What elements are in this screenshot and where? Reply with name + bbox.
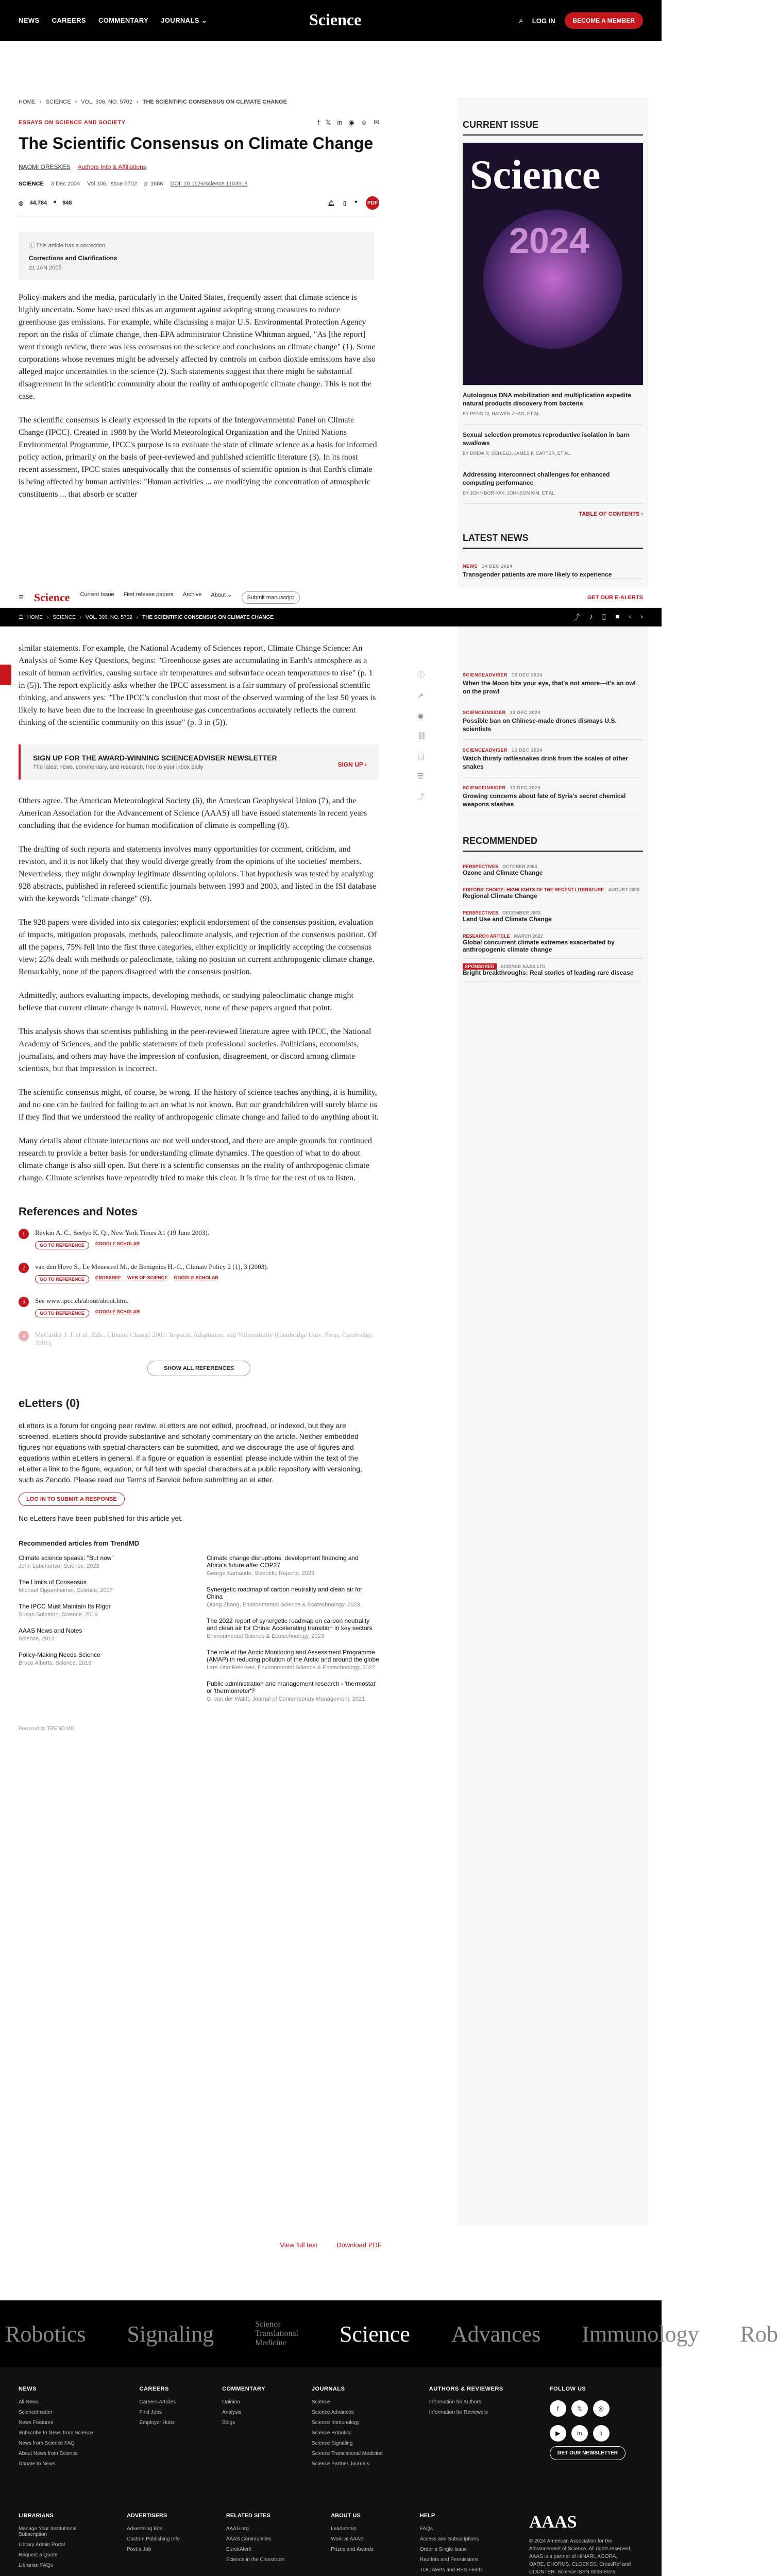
newsletter-signup [19,744,379,779]
youtube-icon[interactable]: ▶ [550,2425,566,2442]
reddit-icon[interactable]: ◉ [348,118,354,126]
bottom-links [0,2241,662,2249]
footer-link[interactable]: News Features [19,2420,54,2426]
facebook-icon[interactable]: f [317,118,319,126]
trendmd-item[interactable]: AAAS News and Notes Science, 2013 [19,1627,82,1642]
footer-link[interactable]: Science Robotics [311,2430,352,2436]
cover-title: Science [470,152,601,198]
footer-link[interactable]: Access and Subscriptions [419,2536,479,2542]
paragraph-8: This analysis shows that scientists publishing in the peer-reviewed literature agree with IPCC, the National Academy of Sciences, and the public statements of their professional societies. Politicians, economists, journalists, and others may have the impression of confusion, disagreement, or discord among climate scientists, but that impression is incorrect. [19,1027,371,1073]
link-tool-icon[interactable]: ⛓ [417,732,427,740]
sidebar-continued [463,665,643,982]
footer-link[interactable]: Careers Articles [139,2399,176,2405]
trendmd-item[interactable]: The Limits of Consensus Michael Oppenheimer, Science, 2007 [19,1579,113,1594]
linkedin-icon[interactable]: in [337,118,343,126]
email-icon[interactable]: ✉ [374,118,379,126]
views-count: 44,784 [29,200,47,206]
journal-signaling[interactable]: Signaling [127,2321,214,2347]
become-member-button[interactable]: BECOME A MEMBER [565,12,643,29]
footer-link[interactable]: AAAS.org [226,2526,249,2532]
go-to-reference[interactable]: GO TO REFERENCE [35,1241,89,1249]
footer-heading: NEWS [19,2386,37,2392]
e-alerts-link[interactable]: GET OUR E-ALERTS [587,594,643,601]
author-link[interactable]: NAOMI ORESKES [19,163,71,171]
news-item[interactable]: SCIENCEADVISER 13 DEC 2024 When the Moon hits your eye, that's not amore—it's an owl on the prowl [463,665,643,702]
ref-number: 3 [19,1297,29,1307]
article-meta [19,181,379,187]
footer-link[interactable]: Request a Quote [19,2552,58,2558]
footer-link[interactable]: Science Partner Journals [311,2461,369,2467]
pdf-button[interactable]: PDF [366,196,379,210]
cover-year: 2024 [509,221,589,261]
crumb-volume[interactable]: VOL. 306, NO. 5702 [81,99,132,105]
side-tab[interactable] [0,665,11,685]
science-logo[interactable]: Science [309,10,362,29]
footer-link[interactable]: Opinion [222,2399,240,2405]
prev-icon[interactable]: ‹ [629,612,632,620]
bell-icon-2[interactable]: ♪ [589,612,593,620]
go-to-reference[interactable]: GO TO REFERENCE [35,1275,89,1283]
paragraph-5: The drafting of such reports and statements involves many opportunities for comment, criticism, and revision, and it is not likely that they would diverge greatly from the opinions of the societies' members. Nevertheless, they might downplay legitimate dissenting opinions. That hypothesis was tested by analyzing 928 abstracts, published in refereed scientific journals between 1993 and 2003, and listed in the ISI database with the keywords "climate change" (9). [19,845,377,903]
correction-date: 21 JAN 2005 [29,265,62,271]
trendmd-item[interactable]: Policy-Making Needs Science Bruce Alberts, Science, 2013 [19,1651,100,1666]
breadcrumb: HOME › SCIENCE › VOL. 306, NO. 5702 › THE SCIENTIFIC CONSENSUS ON CLIMATE CHANGE [19,99,287,105]
cover-image[interactable] [463,143,643,385]
news-item[interactable]: NEWS 14 DEC 2024 Transgender patients are more likely to experience [463,556,643,579]
chart-tool-icon[interactable]: ↗ [417,691,424,700]
footer-link[interactable]: Library Admin Portal [19,2542,65,2548]
footer-link[interactable]: Custom Publishing Info [127,2536,180,2542]
wechat-icon[interactable]: ☺ [360,118,368,126]
journal-science[interactable]: Science [339,2321,410,2347]
recommended-heading: RECOMMENDED [463,836,643,852]
news-item[interactable]: SCIENCEINSIDER 12 DEC 2024 Growing concerns about fate of Syria's secret chemical weapons stashes [463,777,643,815]
nav-careers[interactable]: CAREERS [52,16,86,24]
sticky-logo[interactable]: Science [33,590,70,604]
newsletter-subtitle: The latest news, commentary, and research, free to your inbox daily [33,764,203,770]
google-scholar-link[interactable]: GOOGLE SCHOLAR [95,1241,140,1246]
views-icon: ◎ [19,200,24,207]
latest-news-heading: LATEST NEWS [463,533,643,549]
bookmark-icon-2[interactable]: ▯ [602,612,606,620]
trendmd-item[interactable]: Public administration and management research - 'thermostat' or 'thermometer'? G. van der Waldt, Journal of Contemporary Management, 2021 [207,1680,377,1702]
footer-link[interactable]: Advertising Kits [127,2526,162,2532]
footer-link[interactable]: Librarian FAQs [19,2563,53,2568]
bar-crumb-volume[interactable]: VOL. 306, NO. 5702 [86,614,132,620]
article-toolbar: ☰ HOME › SCIENCE › VOL. 306, NO. 5702 › THE SCIENTIFIC CONSENSUS ON CLIMATE CHANGE ⤴ ♪ ▯ ■ ‹ › [0,608,662,626]
wos-link[interactable]: WEB OF SCIENCE [127,1275,168,1280]
footer-link[interactable]: Manage Your Institutional Subscription [19,2526,77,2537]
site-footer [0,2367,662,2576]
news-item[interactable]: SCIENCEADVISER 13 DEC 2024 Watch thirsty rattlesnakes drink from the scales of other snakes [463,740,643,777]
nav-commentary[interactable]: COMMENTARY [98,16,149,24]
footer-heading: LIBRARIANS [19,2513,54,2519]
x-icon[interactable]: 𝕏 [325,118,331,126]
share-icon[interactable]: ⤴ [572,613,580,621]
aaas-logo[interactable]: AAAS [529,2513,577,2532]
footer-link[interactable]: News from Science FAQ [19,2441,75,2446]
bar-crumb-home[interactable]: HOME [27,614,43,620]
trendmd-item[interactable]: The role of the Arctic Monitoring and Assessment Programme (AMAP) in reducing pollution of the Arctic and around the globe Lars-Otto Reiersen, Environmental Science & Ecotechnology, 2022 [207,1649,379,1671]
footer-link[interactable]: FAQs [419,2526,433,2532]
footer-link[interactable]: Find Jobs [139,2410,162,2415]
ref-text: van den Hove S., Le Menestrel M., de Bettignies H.-C., Climate Policy 2 (1), 3 (2003). [35,1263,268,1270]
recommended-item[interactable]: SPONSORED SCIENCE AAAS LTD Bright breakthroughs: Real stories of leading rare disease [463,959,643,982]
login-link[interactable]: LOG IN [532,16,555,25]
issue-story[interactable]: Sexual selection promotes reproductive isolation in barn swallows BY DREW R. SCHIELD, JAMES F. CARTER, ET AL. [463,425,643,464]
eletters-text: eLetters is a forum for ongoing peer review. eLetters are not edited, proofread, or indexed, but they are screened. eLetters should provide substantive and scholarly commentary on the article. Neither embedded figures nor equations with special characters can be submitted, and we discourage the use of figures and equations within eLetters in general. If a figure or equation is essential, please include within the text of the eLetter a link to the figure, equation, or full text with special characters at a public repository with versioning, such as Zenodo. Please read our Terms of Service before submitting an eLetter. [19,1421,362,1484]
correction-box [19,232,374,280]
footer-link[interactable]: Post a Job [127,2547,151,2552]
paragraph-3: similar statements. For example, the National Academy of Sciences report, Climate Change Science: An Analysis of Some Key Questions, begins: "Greenhouse gases are accumulating in Earth's atmosphere as a result of human activities, causing surface air temperatures and subsurface ocean temperatures to rise" (p. 1 in (5)). The report explicitly asks whether the IPCC assessment is a fair summary of professional scientific thinking, and answers yes: "The IPCC's conclusion that most of the observed warming of the last 50 years is likely to have been due to the increase in greenhouse gas concentrations accurately reflects the current thinking of the scientific community on this issue" (p. 3 in (5)). [19,644,376,727]
trendmd-item[interactable]: Synergetic roadmap of carbon neutrality and clean air for China Qiang Zhang, Environmental Science & Ecotechnology, 2023 [207,1586,363,1608]
next-icon[interactable]: › [640,612,643,620]
recommended-item[interactable]: EDITORS' CHOICE: HIGHLIGHTS OF THE RECENT LITERATURE AUGUST 2003 Regional Climate Change [463,882,643,905]
crossref-link[interactable]: CROSSREF [95,1275,121,1280]
eletters-none: No eLetters have been published for this article yet. [19,1514,183,1522]
pdf-icon[interactable]: ■ [615,612,620,620]
trendmd-item[interactable]: The IPCC Must Maintain Its Rigor Susan Solomon, Science, 2019 [19,1603,111,1618]
view-full-text-link[interactable]: View full text [280,2241,318,2249]
footer-link[interactable]: Science Translational Medicine [311,2451,383,2456]
search-icon[interactable]: ⌕ [519,16,523,24]
paragraph-6: The 928 papers were divided into six categories: explicit endorsement of the consensus position, evaluation of impacts, mitigation proposals, methods, paleoclimate analysis, and rejection of the consensus position. Of all the papers, 75% fell into the first three categories, either explicitly or implicitly accepting the consensus view; 25% dealt with methods or paleoclimate, taking no position on current anthropogenic climate change. Remarkably, none of the papers disagreed with the consensus position. [19,918,377,976]
instagram-icon[interactable]: ◎ [593,2400,610,2417]
sidebar [463,120,643,579]
footer-link[interactable]: ScienceInsider [19,2410,53,2415]
news-item[interactable]: SCIENCEINSIDER 13 DEC 2024 Possible ban on Chinese-made drones dismays U.S. scientists [463,702,643,740]
citations-count: 948 [62,200,72,206]
recommended-item[interactable]: RESEARCH ARTICLE MARCH 2022 Global concurrent climate extremes exacerbated by anthropogenic climate change [463,928,643,959]
ref-text: Revkin A. C., Seelye K. Q., New York Times A1 (19 June 2003). [35,1229,210,1236]
pub-date: 3 Dec 2004 [50,181,80,187]
footer-link[interactable]: Science Immunology [311,2420,360,2426]
eletters-section [19,1397,379,1524]
info-tool-icon[interactable]: ⓘ [417,671,425,679]
footer-link[interactable]: Employer Hubs [139,2420,175,2426]
footer-heading: ABOUT US [331,2513,361,2519]
journal-immunology[interactable]: Immunology [582,2321,699,2347]
reference-item [19,1263,379,1283]
footer-link[interactable]: All News [19,2399,39,2405]
footer-link[interactable]: Reprints and Permissions [419,2557,479,2563]
ref-text: See www.ipcc.ch/about/about.htm. [35,1297,129,1304]
menu-icon[interactable]: ☰ [19,595,24,601]
article-continued [19,631,379,1732]
footer-link[interactable]: Work at AAAS [331,2536,364,2542]
page-title: The Scientific Consensus on Climate Change [19,134,374,152]
login-to-respond-button[interactable]: LOG IN TO SUBMIT A RESPONSE [19,1493,125,1506]
doi-link[interactable]: DOI: 10.1126/science.1103618 [170,181,248,187]
footer-link[interactable]: AAAS Communities [226,2536,272,2542]
article-stats [19,196,379,216]
ref-number: 2 [19,1263,29,1273]
doc-tool-icon[interactable]: ▤ [417,752,425,760]
newsletter-signup-button[interactable]: SIGN UP › [337,761,367,768]
main-nav [19,16,207,25]
paragraph-2: The scientific consensus is clearly expressed in the reports of the Intergovernmental Panel on Climate Change (IPCC). Created in 1988 by the World Meteorological Organization and the United Nations Environmental Programme, IPCC's purpose is to evaluate the state of climate science as a basis for informed policy action, primarily on the basis of peer-reviewed and published scientific literature (3). In its most recent assessment, IPCC states unequivocally that the consensus of scientific opinion is that Earth's climate is being affected by human activities: "Human activities ... are modifying the concentration of atmospheric constituents ... that absorb or scatter [19,416,377,499]
paragraph-4: Others agree. The American Meteorological Society (6), the American Geophysical Union (7), and the American Association for the Advancement of Science (AAAS) all have issued statements in recent years concluding that the evidence for human modification of climate is compelling (8). [19,796,367,830]
footer-heading: RELATED SITES [226,2513,270,2519]
vertical-tools [417,670,427,802]
ref-number: 4 [19,1331,29,1341]
trendmd-item[interactable]: Climate science speaks: "But now" John Lubchenco, Science, 2023 [19,1554,114,1569]
trendmd-powered[interactable]: Powered by TREND MD [19,1726,75,1732]
x-icon[interactable]: 𝕏 [571,2400,588,2417]
footer-link[interactable]: TOC Alerts and RSS Feeds [419,2567,483,2573]
paragraph-10: Many details about climate interactions are not well understood, and there are ample grounds for continued research to provide a better basis for understanding climate dynamics. The question of what to do about climate change is also still open. But there is a scientific consensus on the reality of anthropogenic climate change. Climate scientists have repeatedly tried to make this clear. It is time for the rest of us to listen. [19,1137,372,1182]
footer-link[interactable]: Information for Reviewers [429,2410,488,2415]
ref-number: 1 [19,1229,29,1239]
sticky-archive[interactable]: Archive [182,591,202,598]
menu-icon-2[interactable]: ☰ [19,614,23,620]
crumb-current: THE SCIENTIFIC CONSENSUS ON CLIMATE CHANGE [142,99,287,105]
google-scholar-link[interactable]: GOOGLE SCHOLAR [95,1309,140,1314]
article-category[interactable]: ESSAYS ON SCIENCE AND SOCIETY [19,120,126,126]
journal-robotics-2[interactable]: Rob [740,2321,778,2347]
recommended-item[interactable]: PERSPECTIVES OCTOBER 2003 Ozone and Climate Change [463,859,643,882]
footer-link[interactable]: Science Signaling [311,2441,353,2446]
copyright: © 2024 American Association for the Advancement of Science. All rights reserved. AAAS is a partner of HINARI, AGORA, OARE, CHORUS, CLOCKSS, CrossRef and COUNTER. Science ISSN 0036-8075. [529,2538,632,2575]
footer-link[interactable]: Leadership [331,2526,357,2532]
footer-heading: HELP [419,2513,435,2519]
follow-heading: FOLLOW US [549,2386,586,2392]
bar-crumb-current: THE SCIENTIFIC CONSENSUS ON CLIMATE CHANGE [142,614,274,620]
footer-link[interactable]: Prizes and Awards [331,2547,374,2552]
bookmark-icon[interactable]: ▯ [343,200,347,207]
footer-link[interactable]: EurekAlert! [226,2547,252,2552]
pages: p. 1686 [144,181,163,187]
recommended-item[interactable]: PERSPECTIVES DECEMBER 2003 Land Use and Climate Change [463,905,643,928]
footer-link[interactable]: Order a Single Issue [419,2547,467,2552]
journal-stm[interactable]: Science Translational Medicine [255,2320,298,2347]
ref-text: McCarthy J. J. et al., Eds., Climate Change 2001: Impacts, Adaptation, and Vulnerability (Cambridge Univ. Press, Cambridge, 2001). [35,1331,374,1347]
bell-icon[interactable]: 🔔︎ [328,200,335,207]
footer-link[interactable]: Science [311,2399,330,2405]
citations-icon: ❝ [53,200,57,207]
paragraph-1: Policy-makers and the media, particularly in the United States, frequently assert that climate science is highly uncertain. Some have used this as an argument against adopting strong measures to reduce greenhouse gas emissions. For example, while discussing a major U.S. Environmental Protection Agency report on the risks of climate change, then-EPA administrator Christine Whitman argued, "As [the report] went through review, there was less consensus on the science and conclusions on climate change" (1). Some corporations whose revenues might be adversely affected by controls on carbon dioxide emissions have also alleged major uncertainties in the science (2). Such statements suggest that there might be substantial disagreement in the scientific community about the reality of anthropogenic climate change. This is not the case. [19,293,376,401]
show-all-references-button[interactable]: SHOW ALL REFERENCES [147,1361,250,1376]
issue-story[interactable]: Addressing interconnect challenges for enhanced computing performance BY JOHN BOR-YAK, JOHNSON KIM, ET AL. [463,464,643,504]
correction-notice: This article has a correction. [36,243,107,249]
reference-item [19,1297,379,1317]
go-to-reference[interactable]: GO TO REFERENCE [35,1309,89,1317]
volume: Vol 306, Issue 5702 [87,181,137,187]
footer-heading: CAREERS [139,2386,169,2392]
footer-link[interactable]: Science in the Classroom [226,2557,285,2563]
submit-manuscript-button[interactable]: Submit manuscript [242,591,300,604]
newsletter-title: SIGN UP FOR THE AWARD-WINNING SCIENCEADVISER NEWSLETTER [33,754,277,762]
social-icons [550,2400,625,2417]
info-icon: ⓘ [29,243,36,249]
crumb-science[interactable]: SCIENCE [45,99,71,105]
footer-link[interactable]: Information for Authors [429,2399,481,2405]
reference-item [19,1331,379,1347]
get-newsletter-button[interactable]: GET OUR NEWSLETTER [550,2446,625,2460]
journals-band [0,2300,778,2367]
bar-crumb-science[interactable]: SCIENCE [53,614,76,620]
current-issue-heading: CURRENT ISSUE [463,120,643,135]
download-pdf-link[interactable]: Download PDF [336,2241,382,2249]
crumb-home[interactable]: HOME [19,99,36,105]
journal-robotics[interactable]: Robotics [5,2321,86,2347]
footer-link[interactable]: Donate to News [19,2461,56,2467]
quote-icon[interactable]: ❞ [354,200,358,207]
footer-link[interactable]: Analysis [222,2410,242,2415]
references-heading: References and Notes [19,1205,138,1218]
sticky-first-release[interactable]: First release papers [123,591,174,598]
journal-advances[interactable]: Advances [451,2321,541,2347]
sticky-current-issue[interactable]: Current Issue [80,591,114,598]
trendmd-item[interactable]: Climate change disruptions, development financing and Africa's future after COP27 George Kamando, Scientific Reports, 2023 [207,1554,359,1577]
nav-journals[interactable]: JOURNALS ⌄ [161,16,208,24]
sticky-about[interactable]: About ⌄ [211,591,232,598]
eye-tool-icon[interactable]: ◉ [417,711,424,720]
facebook-icon[interactable]: f [550,2400,566,2417]
footer-heading: JOURNALS [311,2386,345,2392]
journal-name: SCIENCE [19,181,44,187]
rss-icon[interactable]: ⌇ [593,2425,610,2442]
trendmd-heading: Recommended articles from TrendMD [19,1539,140,1547]
site-header [0,0,662,41]
sticky-nav [0,587,662,608]
footer-link[interactable]: Subscribe to News from Science [19,2430,93,2436]
paragraph-7: Admittedly, authors evaluating impacts, developing methods, or studying paleoclimatic change might believe that current climate change is natural. However, none of these papers argued that point. [19,991,353,1012]
share-tool-icon[interactable]: ⤴ [417,793,425,801]
eletters-heading: eLetters (0) [19,1397,80,1410]
reference-item [19,1229,379,1249]
linkedin-icon[interactable]: in [571,2425,588,2442]
footer-heading: ADVERTISERS [127,2513,167,2519]
footer-link[interactable]: Science Advances [311,2410,354,2415]
author-info-link[interactable]: Authors Info & Affiliations [77,163,146,171]
footer-heading: AUTHORS & REVIEWERS [429,2386,503,2392]
paragraph-9: The scientific consensus might, of course, be wrong. If the history of science teaches anything, it is humility, and no one can be faulted for failing to act on what is not known. But our grandchildren will surely blame us if they find that we understood the reality of anthropogenic climate change and failed to do anything about it. [19,1088,379,1122]
footer-link[interactable]: About News from Science [19,2451,78,2456]
article-top [19,118,379,499]
correction-title[interactable]: Corrections and Clarifications [29,255,117,262]
nav-news[interactable]: NEWS [19,16,40,24]
social-icons-2 [550,2425,625,2442]
footer-heading: COMMENTARY [222,2386,265,2392]
google-scholar-link[interactable]: GOOGLE SCHOLAR [174,1275,218,1280]
trendmd-item[interactable]: The 2022 report of synergetic roadmap on carbon neutrality and clean air for China: Accelerating transition in key sectors Environmental Science & Ecotechnology, 2023 [207,1617,373,1639]
table-of-contents-link[interactable]: TABLE OF CONTENTS › [579,511,643,517]
footer-link[interactable]: Blogs [222,2420,235,2426]
list-tool-icon[interactable]: ☰ [417,772,424,780]
issue-story[interactable]: Autologous DNA mobilization and multiplication expedite natural products discovery from bacteria BY PENG NI, HAIWEN ZHAO, ET AL. [463,385,643,425]
trendmd-grid [19,1554,379,1721]
